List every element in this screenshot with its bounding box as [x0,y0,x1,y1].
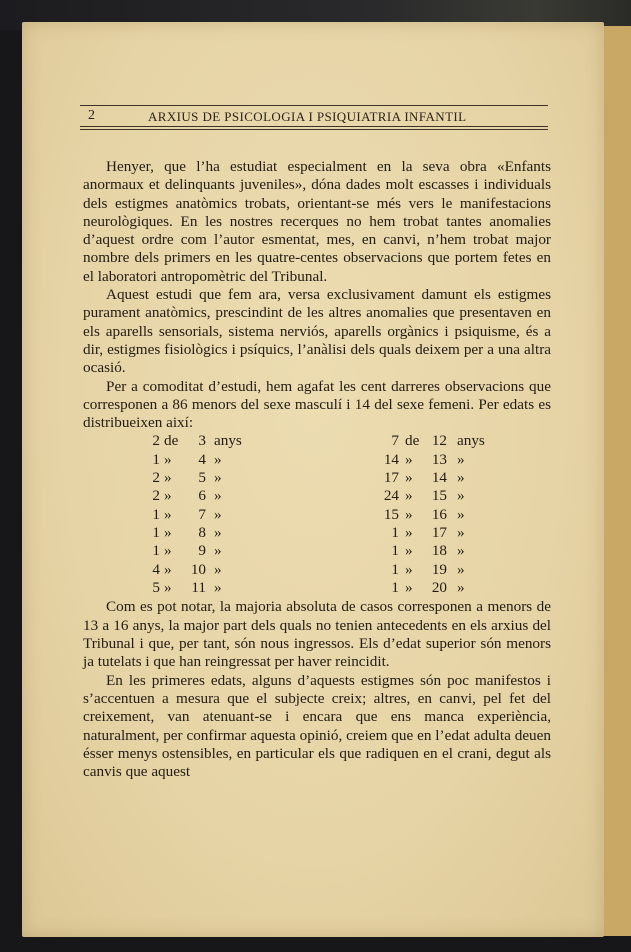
age-unit: » [214,542,222,560]
age-value: 4 [198,450,206,468]
age-separator: » [405,505,413,523]
running-header [80,103,548,131]
age-unit: » [457,505,465,523]
age-unit: » [214,487,222,505]
age-value: 10 [190,560,206,578]
age-separator: de [405,432,420,450]
age-value: 11 [191,578,206,596]
age-count: 2 [152,487,160,505]
age-value: 8 [198,523,206,541]
age-unit: » [214,469,222,487]
age-unit: » [457,523,465,541]
age-unit: anys [214,432,242,450]
age-row [373,561,533,579]
age-row [373,542,533,560]
paragraph: Aquest estudi que fem ara, versa exclusivament damunt els estigmes purament anatòmics, prescindint de les altres anomalies que presentaven en els aparells sensorials, sistema nerviós, aparells orgànics i psiquisme, és a dir, estigmes fisiològics i psíquics, l’anàlisi dels quals deixem per a una altra ocasió. [83,286,551,377]
age-row [138,469,288,487]
age-separator: » [164,542,172,560]
age-row [138,432,288,450]
age-distribution-table [83,432,551,598]
header-rule-bottom-2 [80,129,548,130]
age-count: 1 [152,450,160,468]
age-row [373,506,533,524]
age-separator: » [164,578,172,596]
age-unit: » [214,505,222,523]
age-unit: » [214,560,222,578]
age-count: 5 [152,578,160,596]
age-separator: » [164,523,172,541]
age-row [373,469,533,487]
age-row [373,432,533,450]
age-value: 19 [431,560,447,578]
age-unit: » [457,578,465,596]
paragraph: Henyer, que l’ha estudiat especialment en la seva obra «Enfants anormaux et delinquants juveniles», dóna dades molt escasses i individuals dels estigmes anatòmics trobats, orientant-se més vers le manifestacions neurològiques. En les nostres recerques no hem trobat tantes anomalies d’aquest ordre com l’autor esmentat, mes, en canvi, n’hem trobat major nombre dels primers en les quatre-centes observacions que portem fetes en el laboratori antropomètric del Tribunal. [83,158,551,285]
age-count: 2 [152,432,160,450]
age-unit: » [457,450,465,468]
age-row [373,524,533,542]
header-rule-top [80,105,548,106]
age-unit: » [214,450,222,468]
age-unit: » [457,469,465,487]
age-value: 18 [431,542,447,560]
age-value: 9 [198,542,206,560]
age-count: 14 [383,450,399,468]
age-row [373,487,533,505]
body-text [83,158,551,781]
age-separator: de [164,432,179,450]
age-count: 2 [152,469,160,487]
paragraph: Per a comoditat d’estudi, hem agafat les cent darreres observacions que corresponen a 86 menors del sexe masculí i 14 del sexe femeni. Per edats es distribueixen així: [83,377,551,432]
age-value: 20 [431,578,447,596]
age-unit: » [457,487,465,505]
age-row [138,561,288,579]
age-row [373,579,533,597]
age-count: 1 [391,542,399,560]
age-separator: » [164,505,172,523]
age-count: 17 [383,469,399,487]
age-count: 1 [391,578,399,596]
age-separator: » [164,469,172,487]
age-value: 16 [431,505,447,523]
header-rule-bottom-1 [80,126,548,127]
age-count: 4 [152,560,160,578]
age-separator: » [405,450,413,468]
age-separator: » [405,578,413,596]
age-separator: » [405,542,413,560]
age-row [373,451,533,469]
age-count: 7 [391,432,399,450]
age-separator: » [405,560,413,578]
age-unit: anys [457,432,485,450]
age-separator: » [405,523,413,541]
age-column-left [138,432,288,597]
age-count: 24 [383,487,399,505]
age-row [138,506,288,524]
age-unit: » [214,523,222,541]
age-row [138,524,288,542]
age-separator: » [405,469,413,487]
age-unit: » [214,578,222,596]
age-separator: » [164,487,172,505]
age-row [138,579,288,597]
age-value: 14 [431,469,447,487]
age-separator: » [164,560,172,578]
age-count: 1 [152,523,160,541]
age-count: 15 [383,505,399,523]
age-value: 3 [198,432,206,450]
paragraph: En les primeres edats, alguns d’aquests estigmes són poc manifestos i s’accentuen a mesura que el subjecte creix; altres, en canvi, pel fet del creixement, van atenuant-se i encara que ens manca experiència, naturalment, per confirmar aquesta opinió, creiem que en l’edat adulta deuen ésser menys ostensibles, en particular els que radiquen en el crani, degut als canvis que aquest [83,671,551,781]
age-separator: » [405,487,413,505]
age-count: 1 [391,560,399,578]
running-title: ARXIUS DE PSICOLOGIA I PSIQUIATRIA INFANTIL [148,109,467,124]
age-column-right [373,432,533,597]
age-unit: » [457,560,465,578]
age-count: 1 [152,505,160,523]
age-separator: » [164,450,172,468]
age-value: 12 [431,432,447,450]
age-unit: » [457,542,465,560]
age-value: 15 [431,487,447,505]
paragraph: Com es pot notar, la majoria absoluta de casos corresponen a menors de 13 a 16 anys, la major part dels quals no tenien antecedents en els arxius del Tribunal i que, per tant, són nous ingressos. Els d’edat superior són menors ja tutelats i que han reingressat per haver reincidit. [83,598,551,671]
age-value: 5 [198,469,206,487]
age-row [138,451,288,469]
age-value: 13 [431,450,447,468]
page-number: 2 [88,108,95,123]
age-row [138,487,288,505]
age-row [138,542,288,560]
age-value: 17 [431,523,447,541]
age-value: 6 [198,487,206,505]
age-count: 1 [152,542,160,560]
age-value: 7 [198,505,206,523]
age-count: 1 [391,523,399,541]
